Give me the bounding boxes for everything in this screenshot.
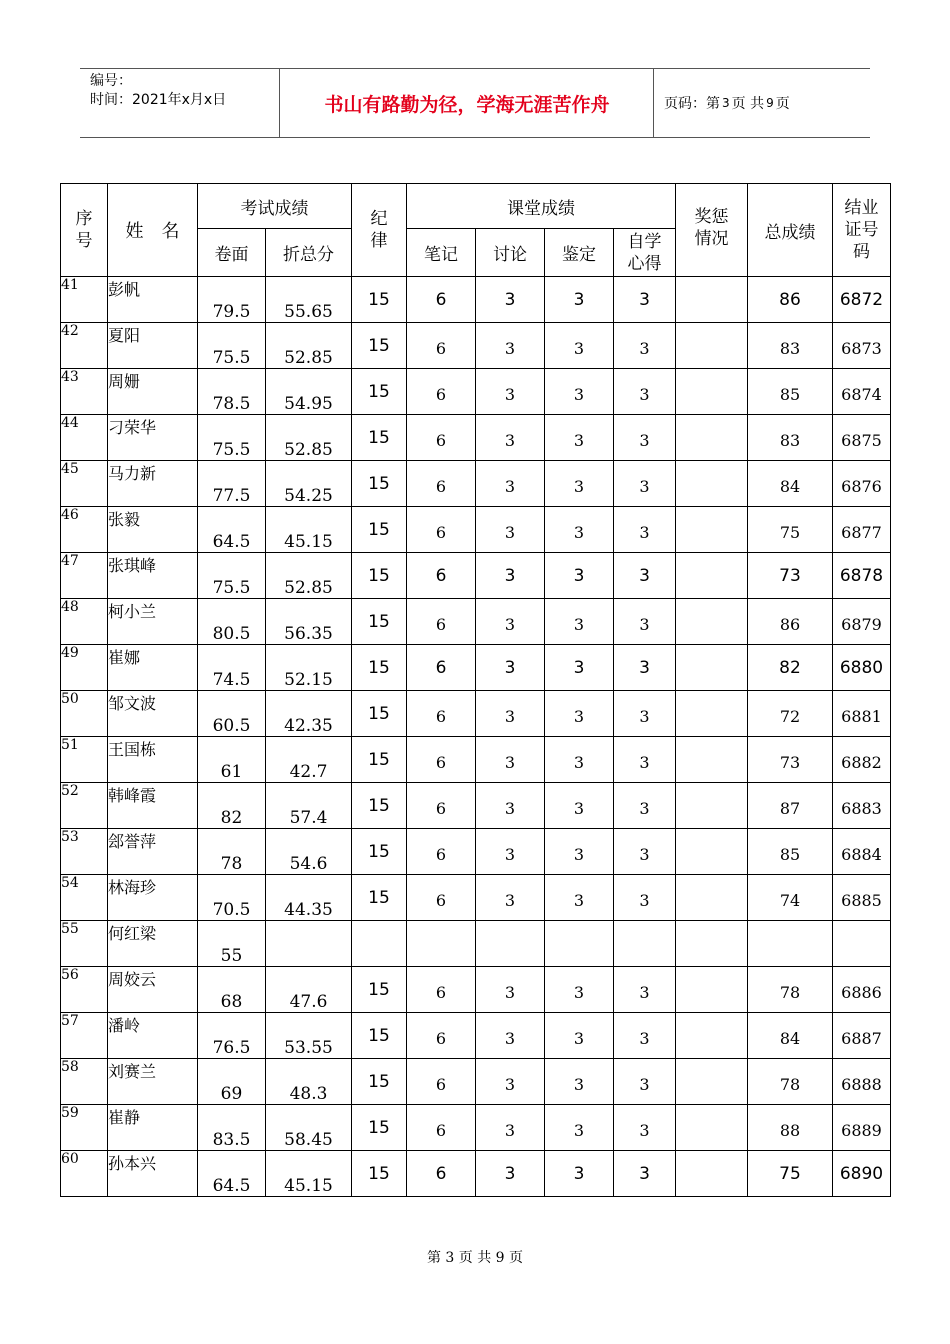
row-exam-paper: 70.5 [198,875,266,921]
row-self-study: 3 [614,369,676,415]
row-cert: 6889 [833,1105,891,1151]
row-appraisal: 3 [545,645,614,691]
row-self-study: 3 [614,1151,676,1197]
row-discussion: 3 [476,507,545,553]
header-seq: 序号 [61,184,108,277]
table-row [61,323,891,369]
row-rewards [676,875,748,921]
row-name: 马力新 [108,461,198,507]
row-discussion: 3 [476,691,545,737]
row-exam-paper: 61 [198,737,266,783]
row-exam-paper: 79.5 [198,277,266,323]
row-exam-scaled: 52.15 [266,645,352,691]
row-rewards [676,1013,748,1059]
row-exam-paper: 75.5 [198,553,266,599]
row-exam-scaled: 53.55 [266,1013,352,1059]
row-exam-scaled: 45.15 [266,1151,352,1197]
row-appraisal: 3 [545,829,614,875]
row-cert: 6885 [833,875,891,921]
row-rewards [676,691,748,737]
row-name: 王国栋 [108,737,198,783]
row-discipline: 15 [352,461,407,507]
header-classwork: 课堂成绩 [407,184,676,229]
header-motto: 书山有路勤为径，学海无涯苦作舟 [281,69,654,137]
row-total: 75 [748,507,833,553]
row-total: 83 [748,415,833,461]
row-seq: 53 [61,829,108,875]
row-rewards [676,783,748,829]
row-exam-paper: 68 [198,967,266,1013]
row-cert: 6882 [833,737,891,783]
row-exam-scaled: 52.85 [266,553,352,599]
table-row [61,277,891,323]
row-cert: 6877 [833,507,891,553]
row-appraisal: 3 [545,461,614,507]
row-rewards [676,829,748,875]
row-discussion: 3 [476,1059,545,1105]
row-cert: 6883 [833,783,891,829]
row-rewards [676,415,748,461]
row-appraisal: 3 [545,1105,614,1151]
row-appraisal [545,921,614,967]
row-name: 韩峰霞 [108,783,198,829]
row-self-study: 3 [614,691,676,737]
row-seq: 46 [61,507,108,553]
row-seq: 50 [61,691,108,737]
row-seq: 49 [61,645,108,691]
row-notes: 6 [407,829,476,875]
page-mid: 页 共 [731,96,765,112]
table-row [61,921,891,967]
row-name: 孙本兴 [108,1151,198,1197]
row-exam-scaled: 54.95 [266,369,352,415]
header-discussion: 讨论 [476,229,545,277]
row-name: 何红梁 [108,921,198,967]
row-notes: 6 [407,369,476,415]
score-table [60,183,891,1197]
row-name: 夏阳 [108,323,198,369]
row-discussion: 3 [476,1105,545,1151]
row-exam-scaled: 54.6 [266,829,352,875]
row-appraisal: 3 [545,323,614,369]
row-rewards [676,369,748,415]
row-exam-paper: 69 [198,1059,266,1105]
table-row [61,691,891,737]
row-exam-scaled: 52.85 [266,323,352,369]
row-total: 78 [748,967,833,1013]
table-row [61,1151,891,1197]
row-seq: 47 [61,553,108,599]
row-exam-paper: 78.5 [198,369,266,415]
header-discipline: 纪律 [352,184,407,277]
row-seq: 57 [61,1013,108,1059]
row-discipline: 15 [352,645,407,691]
row-total: 88 [748,1105,833,1151]
row-discipline: 15 [352,277,407,323]
row-discussion: 3 [476,783,545,829]
row-notes: 6 [407,1151,476,1197]
row-appraisal: 3 [545,1013,614,1059]
row-name: 张琪峰 [108,553,198,599]
row-discipline [352,921,407,967]
row-exam-paper: 60.5 [198,691,266,737]
row-total: 85 [748,829,833,875]
row-cert: 6878 [833,553,891,599]
row-total: 75 [748,1151,833,1197]
row-appraisal: 3 [545,599,614,645]
row-cert: 6875 [833,415,891,461]
row-discussion: 3 [476,323,545,369]
row-total: 78 [748,1059,833,1105]
header-meta [80,69,280,137]
row-exam-scaled: 58.45 [266,1105,352,1151]
table-row [61,1013,891,1059]
row-notes: 6 [407,277,476,323]
row-total: 73 [748,553,833,599]
row-cert: 6886 [833,967,891,1013]
table-row [61,599,891,645]
row-appraisal: 3 [545,369,614,415]
page-prefix: 页码：第 [664,96,720,112]
row-cert: 6874 [833,369,891,415]
row-exam-scaled: 54.25 [266,461,352,507]
row-notes: 6 [407,737,476,783]
page-footer: 第 3 页 共 9 页 [426,1250,524,1266]
row-exam-paper: 76.5 [198,1013,266,1059]
row-discipline: 15 [352,1151,407,1197]
table-row [61,829,891,875]
table-row [61,737,891,783]
row-total: 74 [748,875,833,921]
row-self-study: 3 [614,553,676,599]
row-appraisal: 3 [545,277,614,323]
score-rows [61,277,891,1197]
row-rewards [676,461,748,507]
row-discipline: 15 [352,737,407,783]
row-rewards [676,323,748,369]
table-row [61,461,891,507]
row-notes: 6 [407,645,476,691]
row-discussion: 3 [476,829,545,875]
row-discussion [476,921,545,967]
row-seq: 55 [61,921,108,967]
row-total: 82 [748,645,833,691]
row-name: 周姣云 [108,967,198,1013]
row-notes: 6 [407,599,476,645]
row-seq: 58 [61,1059,108,1105]
row-cert: 6890 [833,1151,891,1197]
header-exam-scaled: 折总分 [266,229,352,277]
row-discussion: 3 [476,875,545,921]
row-discipline: 15 [352,553,407,599]
page-current: 3 [722,96,730,110]
row-total: 84 [748,461,833,507]
row-total: 83 [748,323,833,369]
row-cert [833,921,891,967]
row-appraisal: 3 [545,1059,614,1105]
row-discussion: 3 [476,1151,545,1197]
row-exam-paper: 64.5 [198,1151,266,1197]
row-discussion: 3 [476,277,545,323]
row-discipline: 15 [352,415,407,461]
row-total: 87 [748,783,833,829]
row-notes: 6 [407,1013,476,1059]
row-self-study [614,921,676,967]
row-discussion: 3 [476,967,545,1013]
table-row [61,1059,891,1105]
table-row [61,507,891,553]
row-discipline: 15 [352,507,407,553]
row-notes: 6 [407,461,476,507]
row-rewards [676,645,748,691]
row-notes: 6 [407,323,476,369]
row-self-study: 3 [614,875,676,921]
table-row [61,1105,891,1151]
row-name: 郐誉萍 [108,829,198,875]
row-seq: 56 [61,967,108,1013]
row-cert: 6872 [833,277,891,323]
row-self-study: 3 [614,277,676,323]
row-name: 柯小兰 [108,599,198,645]
row-self-study: 3 [614,323,676,369]
header-exam: 考试成绩 [198,184,352,229]
row-seq: 51 [61,737,108,783]
row-notes: 6 [407,553,476,599]
row-discipline: 15 [352,829,407,875]
row-name: 崔静 [108,1105,198,1151]
row-cert: 6880 [833,645,891,691]
header-exam-paper: 卷面 [198,229,266,277]
row-seq: 54 [61,875,108,921]
row-rewards [676,507,748,553]
row-self-study: 3 [614,737,676,783]
row-rewards [676,1105,748,1151]
row-notes: 6 [407,1059,476,1105]
header-name: 姓 名 [108,184,198,277]
table-row [61,783,891,829]
table-row [61,645,891,691]
row-appraisal: 3 [545,1151,614,1197]
row-exam-paper: 83.5 [198,1105,266,1151]
row-exam-paper: 75.5 [198,415,266,461]
row-name: 邹文波 [108,691,198,737]
row-appraisal: 3 [545,875,614,921]
row-seq: 59 [61,1105,108,1151]
row-discipline: 15 [352,783,407,829]
row-cert: 6873 [833,323,891,369]
row-appraisal: 3 [545,783,614,829]
row-rewards [676,737,748,783]
row-discussion: 3 [476,369,545,415]
row-cert: 6884 [833,829,891,875]
row-self-study: 3 [614,783,676,829]
row-rewards [676,1151,748,1197]
row-exam-scaled: 47.6 [266,967,352,1013]
row-exam-scaled: 45.15 [266,507,352,553]
row-exam-paper: 78 [198,829,266,875]
row-total: 85 [748,369,833,415]
row-self-study: 3 [614,829,676,875]
row-seq: 41 [61,277,108,323]
row-discipline: 15 [352,1059,407,1105]
row-total [748,921,833,967]
header-rewards: 奖惩情况 [676,184,748,277]
row-exam-scaled: 42.7 [266,737,352,783]
row-notes: 6 [407,875,476,921]
row-discussion: 3 [476,599,545,645]
row-discussion: 3 [476,645,545,691]
row-seq: 45 [61,461,108,507]
header-notes: 笔记 [407,229,476,277]
row-exam-paper: 77.5 [198,461,266,507]
row-total: 73 [748,737,833,783]
row-total: 86 [748,599,833,645]
row-rewards [676,599,748,645]
row-notes: 6 [407,415,476,461]
row-appraisal: 3 [545,967,614,1013]
row-seq: 48 [61,599,108,645]
row-exam-scaled: 56.35 [266,599,352,645]
row-name: 林海珍 [108,875,198,921]
row-appraisal: 3 [545,507,614,553]
row-name: 张毅 [108,507,198,553]
table-row [61,553,891,599]
row-self-study: 3 [614,645,676,691]
row-seq: 42 [61,323,108,369]
row-rewards [676,1059,748,1105]
row-exam-paper: 64.5 [198,507,266,553]
row-discipline: 15 [352,967,407,1013]
row-seq: 44 [61,415,108,461]
row-exam-paper: 80.5 [198,599,266,645]
row-exam-scaled: 48.3 [266,1059,352,1105]
row-cert: 6876 [833,461,891,507]
row-rewards [676,553,748,599]
header-cert: 结业证号码 [833,184,891,277]
row-exam-paper: 74.5 [198,645,266,691]
page-total: 9 [766,96,774,110]
row-discussion: 3 [476,553,545,599]
row-exam-scaled [266,921,352,967]
row-exam-scaled: 52.85 [266,415,352,461]
row-exam-scaled: 44.35 [266,875,352,921]
row-discipline: 15 [352,369,407,415]
row-self-study: 3 [614,507,676,553]
row-discipline: 15 [352,323,407,369]
row-discipline: 15 [352,1013,407,1059]
row-discipline: 15 [352,691,407,737]
row-discussion: 3 [476,461,545,507]
row-self-study: 3 [614,1059,676,1105]
row-discipline: 15 [352,599,407,645]
row-exam-scaled: 42.35 [266,691,352,737]
page-suffix: 页 [775,96,790,112]
table-row [61,415,891,461]
header-appraisal: 鉴定 [545,229,614,277]
row-self-study: 3 [614,461,676,507]
row-exam-scaled: 57.4 [266,783,352,829]
document-number-label: 编号： [90,73,132,89]
row-discussion: 3 [476,1013,545,1059]
row-notes: 6 [407,507,476,553]
row-name: 周姗 [108,369,198,415]
row-notes: 6 [407,783,476,829]
row-self-study: 3 [614,1013,676,1059]
table-row [61,875,891,921]
row-discipline: 15 [352,875,407,921]
row-total: 86 [748,277,833,323]
row-appraisal: 3 [545,415,614,461]
row-exam-paper: 75.5 [198,323,266,369]
row-exam-paper: 55 [198,921,266,967]
row-cert: 6888 [833,1059,891,1105]
table-row [61,369,891,415]
header-page-indicator [654,69,870,137]
row-name: 刘赛兰 [108,1059,198,1105]
row-name: 刁荣华 [108,415,198,461]
document-time-label: 时间：2021年x月x日 [90,92,227,108]
row-rewards [676,921,748,967]
row-self-study: 3 [614,415,676,461]
row-cert: 6881 [833,691,891,737]
row-name: 崔娜 [108,645,198,691]
row-rewards [676,277,748,323]
row-total: 72 [748,691,833,737]
row-name: 彭帆 [108,277,198,323]
row-seq: 60 [61,1151,108,1197]
row-notes: 6 [407,967,476,1013]
row-appraisal: 3 [545,553,614,599]
row-rewards [676,967,748,1013]
row-self-study: 3 [614,1105,676,1151]
header-total: 总成绩 [748,184,833,277]
row-discipline: 15 [352,1105,407,1151]
row-appraisal: 3 [545,691,614,737]
row-exam-scaled: 55.65 [266,277,352,323]
page-header [80,68,870,138]
row-total: 84 [748,1013,833,1059]
row-exam-paper: 82 [198,783,266,829]
row-appraisal: 3 [545,737,614,783]
row-name: 潘岭 [108,1013,198,1059]
header-self-study: 自学心得 [614,229,676,277]
row-discussion: 3 [476,415,545,461]
row-self-study: 3 [614,967,676,1013]
table-row [61,967,891,1013]
row-cert: 6887 [833,1013,891,1059]
row-notes: 6 [407,691,476,737]
row-seq: 52 [61,783,108,829]
row-discussion: 3 [476,737,545,783]
row-self-study: 3 [614,599,676,645]
row-seq: 43 [61,369,108,415]
row-notes [407,921,476,967]
row-notes: 6 [407,1105,476,1151]
row-cert: 6879 [833,599,891,645]
